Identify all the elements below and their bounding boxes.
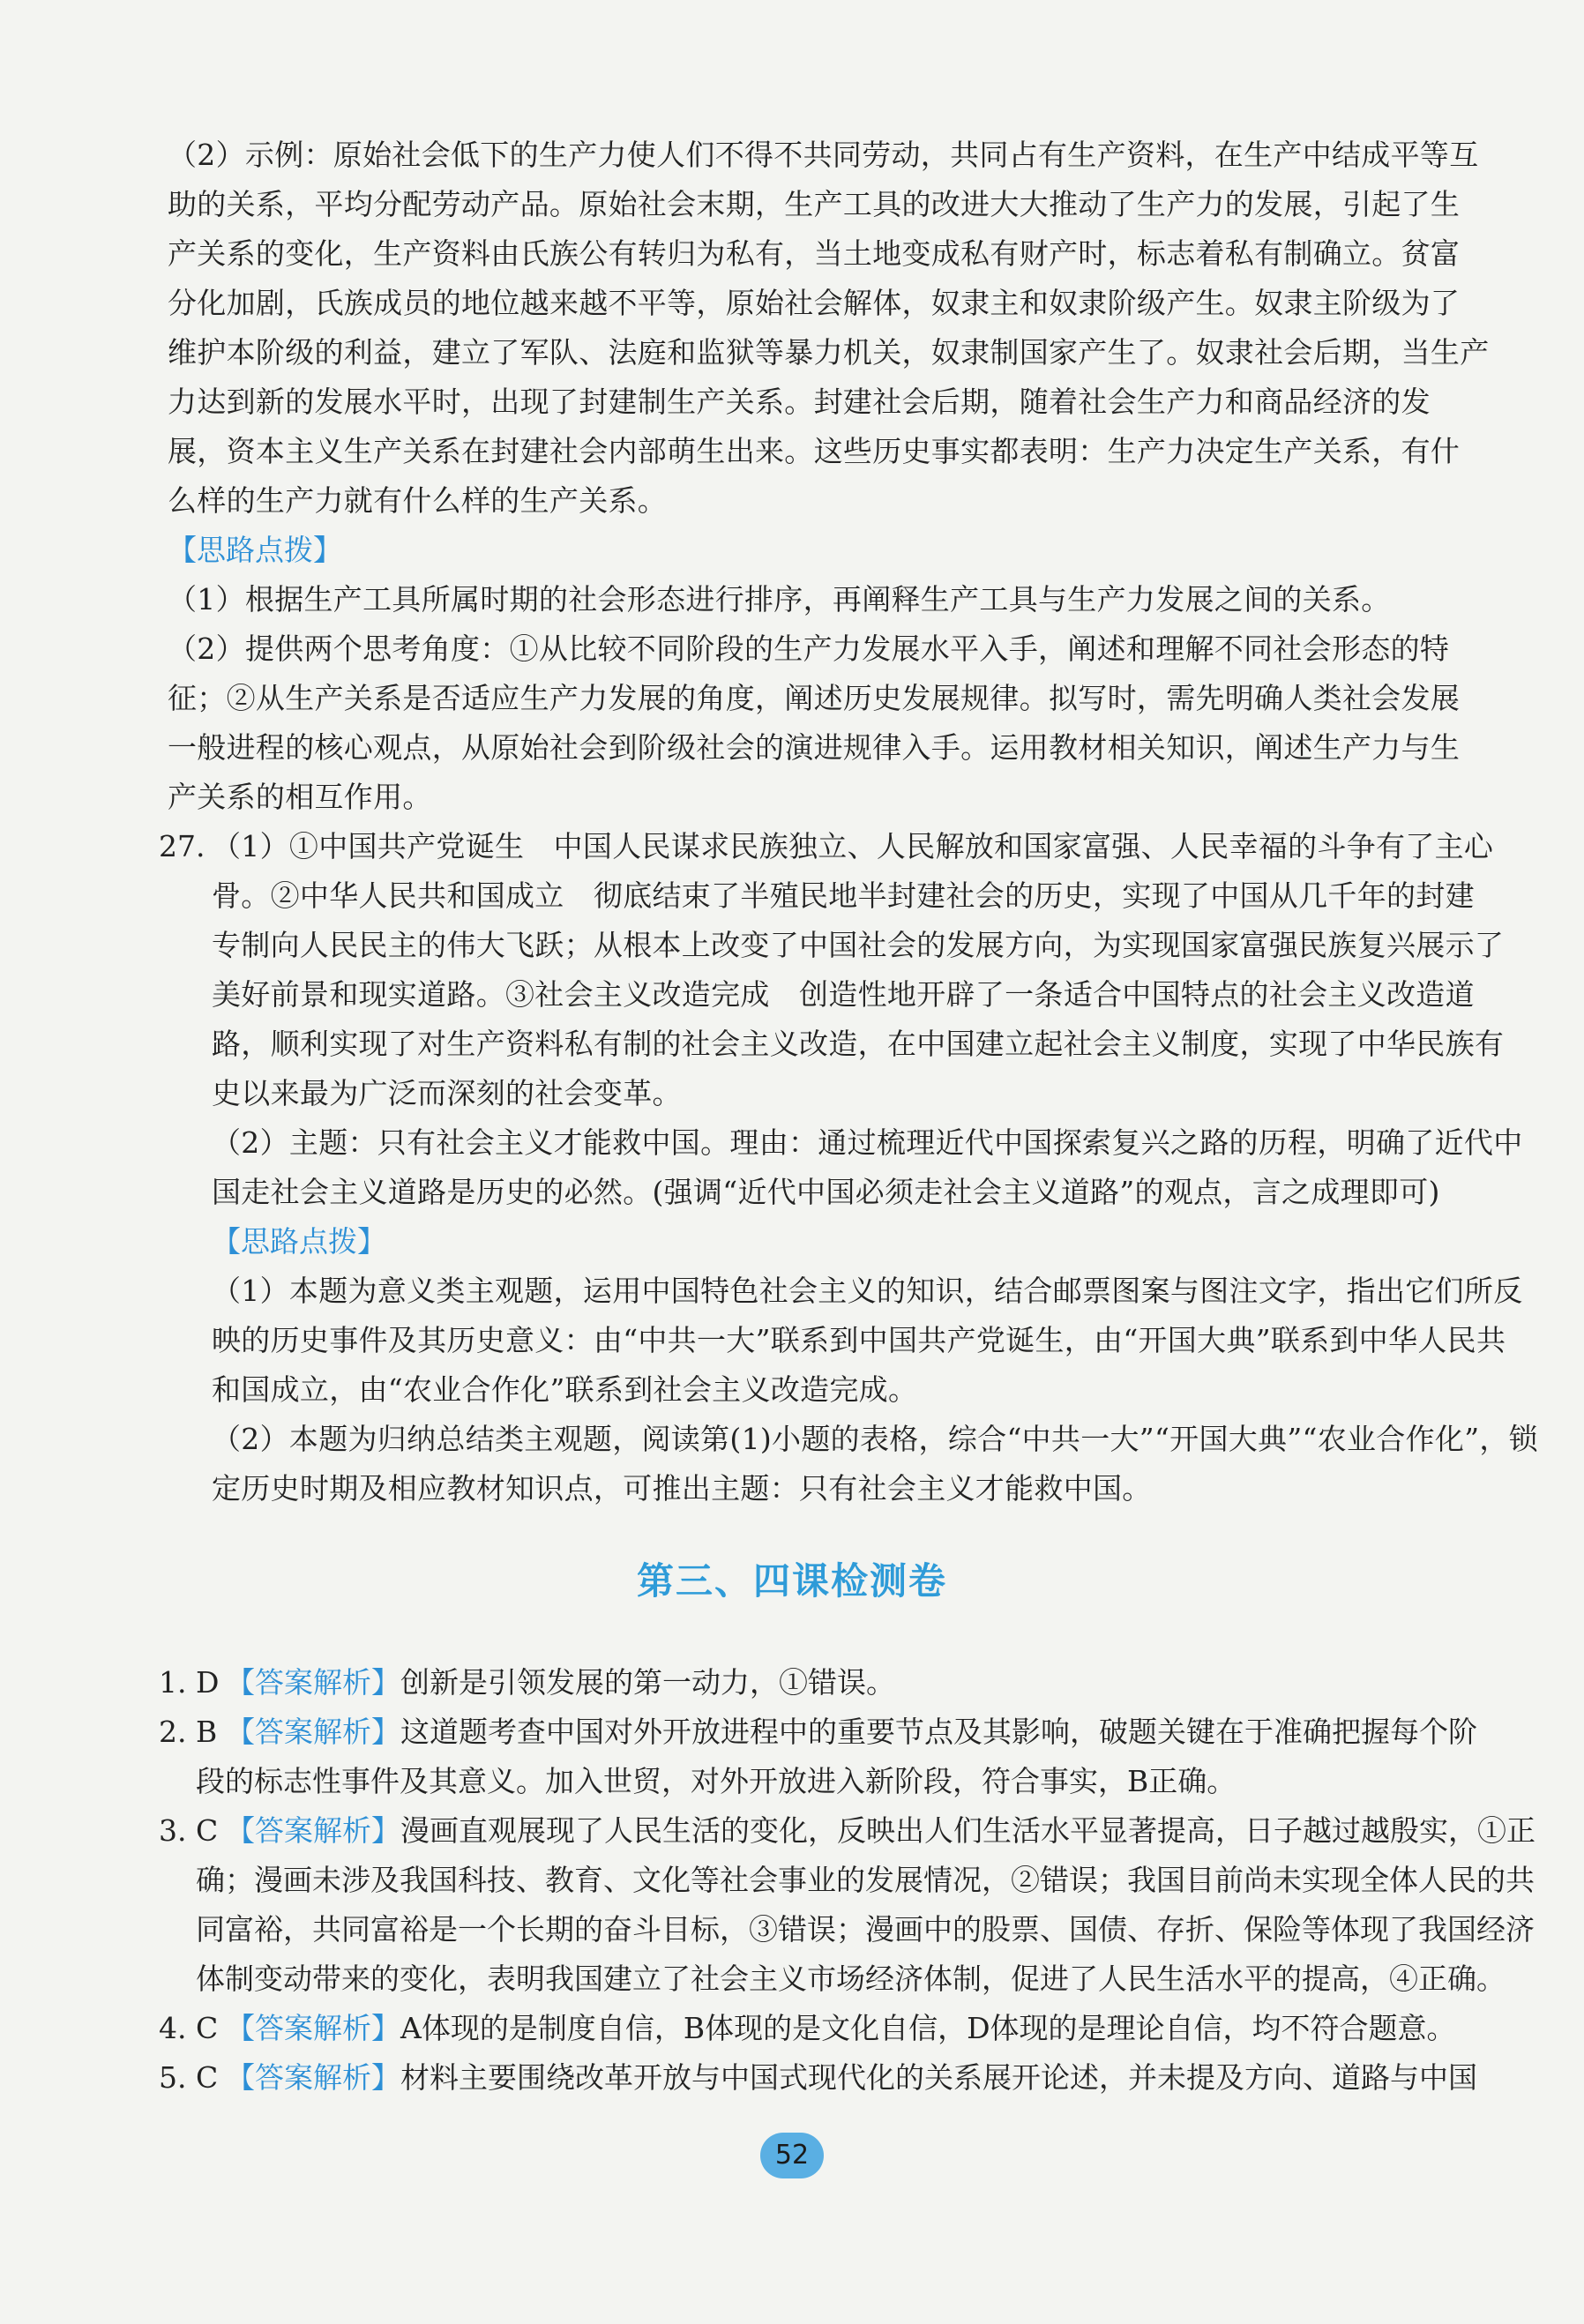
- answer-item: [159, 2004, 1482, 2053]
- text-line: （2）本题为归纳总结类主观题，阅读第(1)小题的表格，综合“中共一大”“开国大典”“农业合作化”，锁: [212, 1422, 1538, 1456]
- text-line: 展，资本主义生产关系在封建社会内部萌生出来。这些历史事实都表明：生产力决定生产关系，有什: [168, 434, 1461, 468]
- answer-text: A体现的是制度自信，B体现的是文化自信，D体现的是理论自信，均不符合题意。: [400, 2011, 1456, 2045]
- page-number: 52: [760, 2133, 824, 2178]
- hint-label: 【思路点拨】: [212, 1224, 386, 1259]
- text-line: [159, 2053, 1482, 2103]
- text-line: 段的标志性事件及其意义。加入世贸，对外开放进入新阶段，符合事实，B正确。: [196, 1764, 1237, 1798]
- text-line: [159, 1658, 1482, 1708]
- text-line: （2）主题：只有社会主义才能救中国。理由：通过梳理近代中国探索复兴之路的历程，明确了近代中: [212, 1125, 1523, 1160]
- answer-choice: C: [196, 2011, 219, 2045]
- question-number: 4.: [159, 2011, 187, 2045]
- answer-choice: D: [196, 1665, 220, 1700]
- q26-part2-answer: [168, 131, 1490, 822]
- question-number: 1.: [159, 1665, 187, 1700]
- text-line: （1）本题为意义类主观题，运用中国特色社会主义的知识，结合邮票图案与图注文字，指出它们所反: [212, 1274, 1523, 1308]
- text-line: [159, 1708, 1482, 1757]
- answer-item: [159, 2053, 1482, 2103]
- answer-item: [159, 1658, 1482, 1708]
- text-line: （2）提供两个思考角度：①从比较不同阶段的生产力发展水平入手，阐述和理解不同社会形态的特: [168, 631, 1450, 666]
- question-number: 27.: [159, 829, 205, 863]
- question-number: 5.: [159, 2060, 187, 2095]
- answer-text: 创新是引领发展的第一动力，①错误。: [400, 1665, 895, 1700]
- analysis-tag: 【答案解析】: [226, 1715, 400, 1749]
- question-number: 2.: [159, 1715, 187, 1749]
- q27-answer: [212, 822, 1538, 1513]
- text-line: 骨。②中华人民共和国成立 彻底结束了半殖民地半封建社会的历史，实现了中国从几千年的封建: [212, 878, 1475, 913]
- section-title: 第三、四课检测卷: [636, 1559, 947, 1603]
- text-line: 体制变动带来的变化，表明我国建立了社会主义市场经济体制，促进了人民生活水平的提高，④正确。: [196, 1962, 1506, 1996]
- analysis-tag: 【答案解析】: [226, 2011, 400, 2045]
- answer-text: 材料主要围绕改革开放与中国式现代化的关系展开论述，并未提及方向、道路与中国: [400, 2060, 1477, 2095]
- text-line: 确；漫画未涉及我国科技、教育、文化等社会事业的发展情况，②错误；我国目前尚未实现全体人民的共: [196, 1863, 1535, 1897]
- text-line: 映的历史事件及其历史意义：由“中共一大”联系到中国共产党诞生，由“开国大典”联系到中华人民共: [212, 1323, 1506, 1357]
- text-line: 产关系的变化，生产资料由氏族公有转归为私有，当土地变成私有财产时，标志着私有制确立。贫富: [168, 236, 1461, 271]
- text-line: 和国成立，由“农业合作化”联系到社会主义改造完成。: [212, 1372, 918, 1407]
- answer-choice: C: [196, 1813, 219, 1848]
- text-line: 国走社会主义道路是历史的必然。(强调“近代中国必须走社会主义道路”的观点，言之成理即可): [212, 1175, 1440, 1209]
- analysis-tag: 【答案解析】: [226, 1665, 400, 1700]
- text-line: 助的关系，平均分配劳动产品。原始社会末期，生产工具的改进大大推动了生产力的发展，引起了生: [168, 187, 1461, 221]
- text-line: 同富裕，共同富裕是一个长期的奋斗目标，③错误；漫画中的股票、国债、存折、保险等体现了我国经济: [196, 1912, 1535, 1947]
- text-line: [159, 1806, 1535, 1856]
- text-line: 力达到新的发展水平时，出现了封建制生产关系。封建社会后期，随着社会生产力和商品经济的发: [168, 385, 1431, 419]
- text-line: 征；②从生产关系是否适应生产力发展的角度，阐述历史发展规律。拟写时，需先明确人类社会发展: [168, 681, 1461, 715]
- analysis-tag: 【答案解析】: [226, 2060, 400, 2095]
- text-line: [159, 2004, 1482, 2053]
- text-line: （2）示例：原始社会低下的生产力使人们不得不共同劳动，共同占有生产资料，在生产中结成平等互: [168, 138, 1479, 172]
- text-line: 么样的生产力就有什么样的生产关系。: [168, 483, 668, 518]
- analysis-tag: 【答案解析】: [226, 1813, 400, 1848]
- text-line: 产关系的相互作用。: [168, 780, 432, 814]
- answer-list: [159, 1658, 1535, 2103]
- answer-text: 漫画直观展现了人民生活的变化，反映出人们生活水平显著提高，日子越过越殷实，①正: [400, 1813, 1535, 1848]
- answer-text: 这道题考查中国对外开放进程中的重要节点及其影响，破题关键在于准确把握每个阶: [400, 1715, 1477, 1749]
- answer-choice: B: [196, 1715, 218, 1749]
- text-line: 美好前景和现实道路。③社会主义改造完成 创造性地开辟了一条适合中国特点的社会主义改造道: [212, 977, 1475, 1012]
- answer-choice: C: [196, 2060, 219, 2095]
- text-line: 维护本阶级的利益，建立了军队、法庭和监狱等暴力机关，奴隶制国家产生了。奴隶社会后期，当生产: [168, 335, 1490, 370]
- text-line: 专制向人民民主的伟大飞跃；从根本上改变了中国社会的发展方向，为实现国家富强民族复兴展示了: [212, 928, 1505, 962]
- text-line: （1）①中国共产党诞生 中国人民谋求民族独立、人民解放和国家富强、人民幸福的斗争有了主心: [212, 829, 1494, 863]
- text-line: （1）根据生产工具所属时期的社会形态进行排序，再阐释生产工具与生产力发展之间的关系。: [168, 582, 1391, 616]
- text-line: 定历史时期及相应教材知识点，可推出主题：只有社会主义才能救中国。: [212, 1471, 1152, 1506]
- text-line: 史以来最为广泛而深刻的社会变革。: [212, 1076, 682, 1110]
- answer-item: [159, 1708, 1482, 1806]
- text-line: 路，顺利实现了对生产资料私有制的社会主义改造，在中国建立起社会主义制度，实现了中华民族有: [212, 1027, 1505, 1061]
- text-line: 一般进程的核心观点，从原始社会到阶级社会的演进规律入手。运用教材相关知识，阐述生产力与生: [168, 730, 1461, 765]
- text-line: 分化加剧，氏族成员的地位越来越不平等，原始社会解体，奴隶主和奴隶阶级产生。奴隶主阶级为了: [168, 286, 1461, 320]
- answer-item: [159, 1806, 1535, 2004]
- hint-label: 【思路点拨】: [168, 533, 342, 567]
- question-number: 3.: [159, 1813, 187, 1848]
